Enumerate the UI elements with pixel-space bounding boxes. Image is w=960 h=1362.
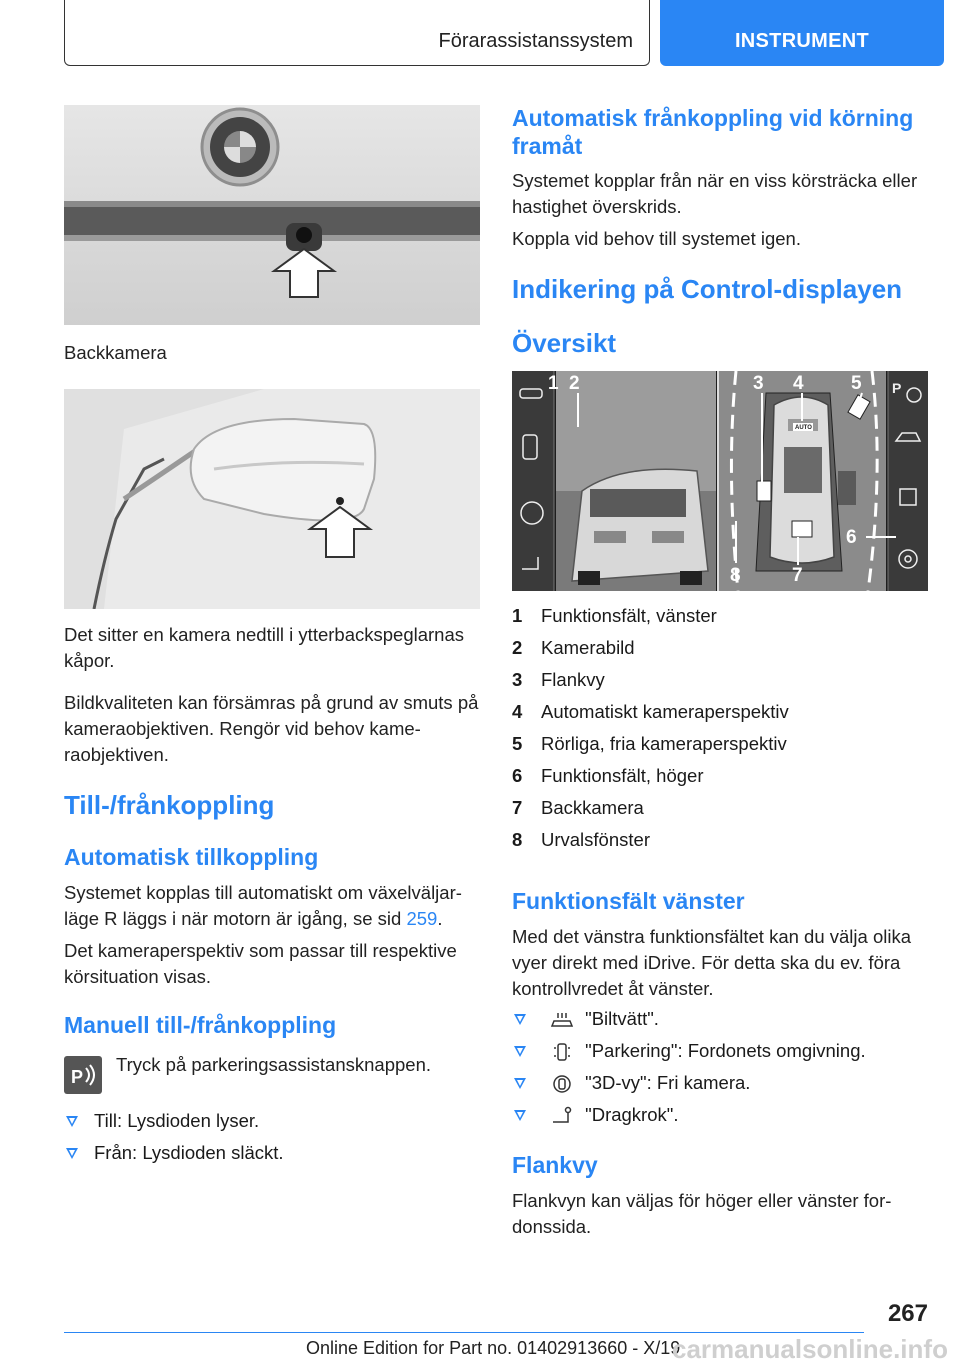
page-link-259[interactable]: 259 bbox=[406, 908, 438, 929]
view-dragkrok-text: "Dragkrok". bbox=[585, 1104, 679, 1125]
heading-auto-frankoppling: Automatisk frånkoppling vid körning framåt bbox=[512, 105, 914, 159]
legend-number: 2 bbox=[512, 637, 523, 658]
bullet-on bbox=[64, 1108, 480, 1134]
legend-text: Automatiskt kameraperspektiv bbox=[541, 701, 789, 722]
footer-divider bbox=[64, 1332, 864, 1333]
flank-text: Flankvyn kan väljas för höger eller vänster fordonssida. bbox=[512, 1190, 892, 1237]
parking-assist-button-icon bbox=[64, 1056, 102, 1094]
list-item bbox=[512, 600, 928, 632]
list-item bbox=[512, 792, 928, 824]
legend-number: 3 bbox=[512, 669, 523, 690]
legend-number: 5 bbox=[512, 733, 523, 754]
bullet-off-text: Från: Lysdioden släckt. bbox=[94, 1142, 284, 1163]
rear-camera-photo bbox=[64, 105, 480, 325]
header-section-tab[interactable] bbox=[660, 0, 944, 66]
header-section: INSTRUMENT bbox=[734, 30, 870, 52]
list-item bbox=[512, 696, 928, 728]
callout-6: 6 bbox=[846, 527, 857, 548]
list-item bbox=[512, 824, 928, 856]
callout-2: 2 bbox=[569, 373, 580, 394]
legend-number: 4 bbox=[512, 701, 523, 722]
callout-3: 3 bbox=[753, 373, 764, 394]
display-auto-label: AUTO bbox=[795, 425, 812, 431]
control-display-overview bbox=[512, 371, 928, 591]
bullet-on-text: Till: Lysdioden lyser. bbox=[94, 1110, 260, 1131]
view-biltvatt-text: "Biltvätt". bbox=[585, 1008, 659, 1029]
mirror-camera-photo bbox=[64, 389, 480, 609]
legend-text: Kamerabild bbox=[541, 637, 635, 658]
manual-text: Tryck på parkeringsassistansknappen. bbox=[116, 1054, 431, 1075]
legend-number: 6 bbox=[512, 765, 523, 786]
heading-indikering: Indikering på Control-displayen bbox=[512, 274, 903, 304]
svg-text:P: P bbox=[892, 380, 902, 396]
callout-4: 4 bbox=[793, 373, 804, 394]
funk-text: Med det vänstra funktionsfältet kan du välja olika vyer direkt med iDrive. För detta ska du ev. föra kontrollvredet åt vänster. bbox=[512, 926, 912, 999]
legend-text: Flankvy bbox=[541, 669, 605, 690]
legend-number: 1 bbox=[512, 605, 523, 626]
heading-funktionsfalt-vanster: Funktionsfält vänster bbox=[512, 888, 745, 914]
3d-view-icon bbox=[550, 1074, 574, 1094]
legend-number: 8 bbox=[512, 829, 523, 850]
auto-text-part: Systemet kopplas till automatiskt om växelväljarläge R läggs i när motorn är igång, se sid bbox=[64, 882, 462, 929]
svg-text:P: P bbox=[71, 1067, 84, 1087]
list-item bbox=[512, 632, 928, 664]
heading-oversikt: Översikt bbox=[512, 328, 617, 358]
legend-text: Funktionsfält, vänster bbox=[541, 605, 717, 626]
legend-number: 7 bbox=[512, 797, 523, 818]
view-biltvatt bbox=[512, 1006, 928, 1032]
perspective-text: Det kameraperspektiv som passar till respektive körsituation visas. bbox=[64, 940, 457, 987]
header-chapter-tab bbox=[64, 0, 650, 66]
bullet-triangle-icon bbox=[514, 1046, 526, 1057]
auto-text bbox=[64, 880, 480, 932]
heading-manuell: Manuell till-/frånkoppling bbox=[64, 1012, 337, 1038]
callout-1: 1 bbox=[548, 373, 559, 394]
watermark: carmanualsonline.info bbox=[672, 1334, 948, 1362]
bullet-triangle-icon bbox=[514, 1110, 526, 1121]
car-wash-icon bbox=[550, 1010, 574, 1030]
auto-text-end: . bbox=[437, 908, 443, 929]
view-3d-text: "3D-vy": Fri kamera. bbox=[585, 1072, 751, 1093]
quality-text: Bildkvaliteten kan försämras på grund av smuts på kameraobjektiven. Rengör vid behov kameraobjektiven. bbox=[64, 692, 479, 765]
header-chapter: Förarassistanssystem bbox=[438, 30, 633, 52]
parking-view-icon bbox=[550, 1042, 574, 1062]
mirror-text: Det sitter en kamera nedtill i ytterbackspeglarnas kåpor. bbox=[64, 624, 464, 671]
view-dragkrok bbox=[512, 1102, 928, 1128]
legend-text: Funktionsfält, höger bbox=[541, 765, 704, 786]
callout-5: 5 bbox=[851, 373, 862, 394]
heading-flankvy: Flankvy bbox=[512, 1152, 598, 1178]
callout-7: 7 bbox=[792, 565, 803, 586]
tow-hook-icon bbox=[550, 1106, 574, 1126]
reconnect-text: Koppla vid behov till systemet igen. bbox=[512, 228, 801, 249]
footer-edition: Online Edition for Part no. 01402913660 - X/19 bbox=[306, 1338, 681, 1358]
bullet-off bbox=[64, 1140, 480, 1166]
view-3d bbox=[512, 1070, 928, 1096]
list-item bbox=[512, 760, 928, 792]
caption-backkamera: Backkamera bbox=[64, 342, 167, 363]
bullet-triangle-icon bbox=[514, 1014, 526, 1025]
list-item bbox=[512, 664, 928, 696]
legend-text: Urvalsfönster bbox=[541, 829, 650, 850]
legend-text: Rörliga, fria kameraperspektiv bbox=[541, 733, 787, 754]
bullet-triangle-icon bbox=[514, 1078, 526, 1089]
heading-automatisk-tillkoppling: Automatisk tillkoppling bbox=[64, 844, 319, 870]
legend-list bbox=[512, 600, 928, 856]
view-parkering-text: "Parkering": Fordonets omgivning. bbox=[585, 1040, 866, 1061]
view-parkering bbox=[512, 1038, 928, 1064]
list-item bbox=[512, 728, 928, 760]
legend-text: Backkamera bbox=[541, 797, 644, 818]
bullet-triangle-icon bbox=[66, 1148, 78, 1159]
page-number: 267 bbox=[887, 1300, 928, 1327]
heading-till-frankoppling: Till-/frånkoppling bbox=[64, 790, 275, 820]
bullet-triangle-icon bbox=[66, 1116, 78, 1127]
auto-off-text: Systemet kopplar från när en viss körsträcka eller hastighet överskrids. bbox=[512, 170, 918, 217]
callout-8: 8 bbox=[730, 565, 741, 586]
